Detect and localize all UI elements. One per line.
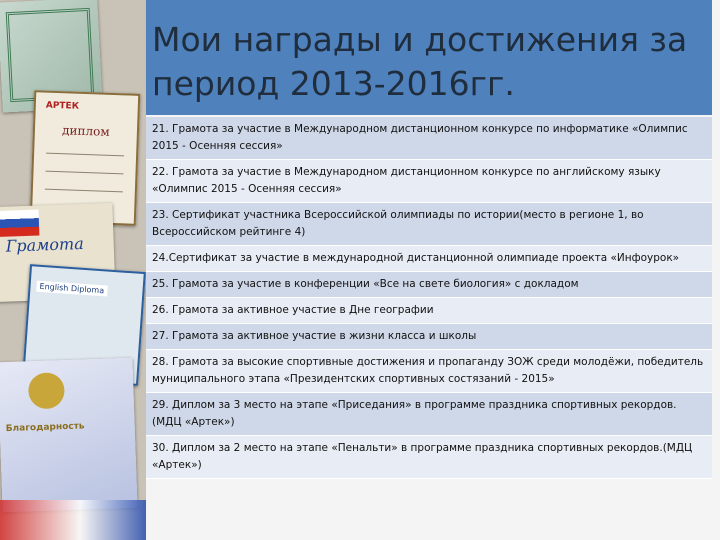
table-row: 25. Грамота за участие в конференции «Все на свете биология» с докладом (146, 272, 712, 298)
tricolor-stripe (0, 500, 146, 540)
table-row: 24.Сертификат за участие в международной дистанционной олимпиаде проекта «Инфоурок» (146, 246, 712, 272)
english-diploma-label: English Diploma (36, 281, 107, 297)
coat-of-arms-icon (28, 372, 65, 409)
russian-flag-icon (0, 210, 39, 237)
certificates-collage (0, 0, 146, 540)
table-row: 30. Диплом за 2 место на этапе «Пенальти» в программе праздника спортивных рекордов.(МДЦ «Артек») (146, 436, 712, 479)
blagodarnost-photo (0, 358, 138, 513)
table-row: 23. Сертификат участника Всероссийской олимпиады по истории(место в регионе 1, во Всероссийском рейтинге 4) (146, 203, 712, 246)
table-row: 21. Грамота за участие в Международном дистанционном конкурсе по информатике «Олимпис 2015 - Осенняя сессия» (146, 117, 712, 160)
diploma-word: диплом (61, 123, 110, 139)
artek-logo: АРТЕК (45, 100, 80, 112)
table-row: 28. Грамота за высокие спортивные достижения и пропаганду ЗОЖ среди молодёжи, победитель муниципального этапа «Президентских спортивных состязаний - 2015» (146, 350, 712, 393)
achievements-table (146, 117, 712, 479)
table-row: 27. Грамота за активное участие в жизни класса и школы (146, 324, 712, 350)
blagodarnost-word: Благодарность (5, 421, 85, 435)
table-row: 22. Грамота за участие в Международном дистанционном конкурсе по английскому языку «Олимпис 2015 - Осенняя сессия» (146, 160, 712, 203)
table-row: 26. Грамота за активное участие в Дне географии (146, 298, 712, 324)
table-row: 29. Диплом за 3 место на этапе «Приседания» в программе праздника спортивных рекордов.(МДЦ «Артек») (146, 393, 712, 436)
title-block (146, 0, 712, 115)
page-title: Мои награды и достижения за период 2013-2016гг. (152, 20, 688, 103)
gramota-word: Грамота (5, 233, 85, 256)
